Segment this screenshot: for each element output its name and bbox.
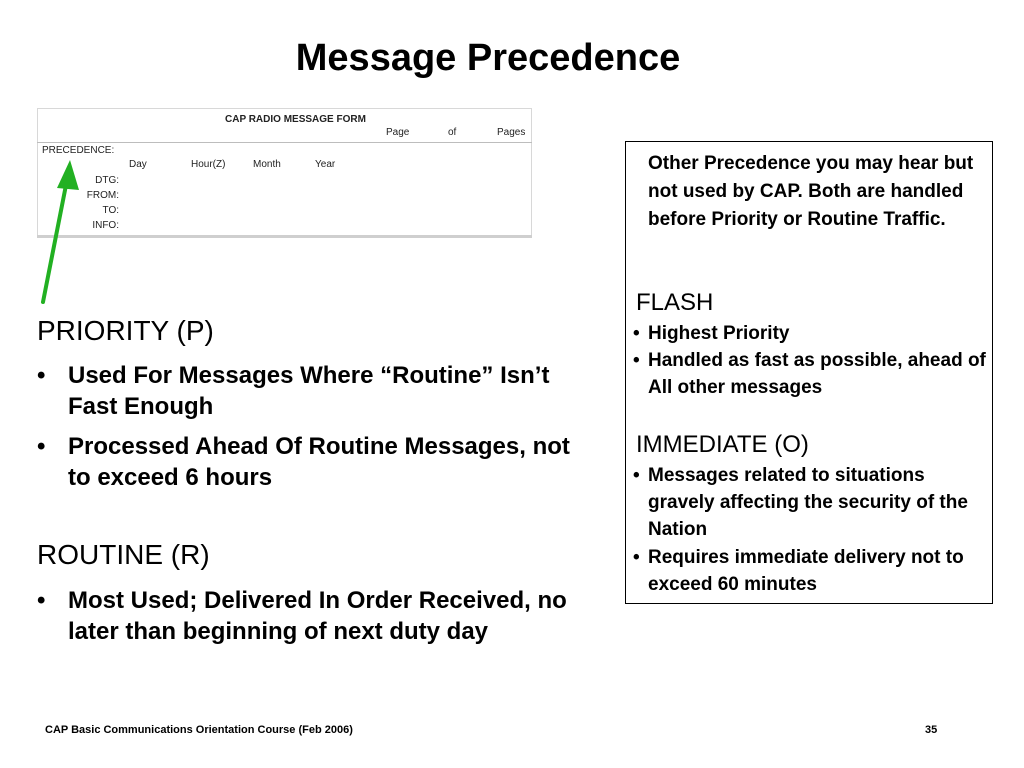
routine-bullet-text: Most Used; Delivered In Order Received, no later than beginning of next duty day — [68, 587, 567, 645]
slide-title: Message Precedence — [295, 37, 681, 79]
form-dtg-label: DTG: — [95, 175, 119, 186]
flash-bullet — [633, 347, 988, 401]
flash-bullet — [633, 320, 988, 347]
routine-heading: ROUTINE (R) — [37, 539, 210, 570]
priority-bullet — [37, 360, 582, 422]
form-pages-label: Pages — [497, 127, 526, 138]
form-info-label: INFO: — [92, 220, 119, 231]
form-of-label: of — [448, 127, 457, 138]
bullet-icon: • — [633, 465, 640, 486]
priority-heading: PRIORITY (P) — [37, 315, 214, 346]
form-bottom-edge — [37, 235, 532, 238]
flash-bullet-text: Handled as fast as possible, ahead of All other messages — [648, 350, 986, 398]
footer-course-name: CAP Basic Communications Orientation Course (Feb 2006) — [45, 724, 353, 736]
form-title: CAP RADIO MESSAGE FORM — [225, 114, 366, 125]
form-right-edge — [531, 108, 532, 238]
immediate-bullet — [633, 462, 988, 543]
form-month-label: Month — [253, 159, 281, 170]
form-page-label: Page — [386, 127, 410, 138]
green-arrow-icon — [30, 158, 90, 306]
immediate-bullet — [633, 544, 988, 598]
bullet-icon: • — [633, 350, 640, 371]
footer-page-number: 35 — [925, 724, 938, 736]
form-top-edge — [37, 108, 532, 109]
form-day-label: Day — [129, 159, 147, 170]
form-divider — [37, 142, 532, 143]
bullet-icon: • — [37, 433, 46, 460]
flash-bullet-text: Highest Priority — [648, 323, 790, 344]
form-to-label: TO: — [102, 205, 119, 216]
form-year-label: Year — [315, 159, 336, 170]
radio-message-form-image — [37, 108, 532, 238]
priority-bullet-text: Used For Messages Where “Routine” Isn’t Fast Enough — [68, 362, 550, 420]
bullet-icon: • — [633, 547, 640, 568]
immediate-bullet-text: Requires immediate delivery not to exceed 60 minutes — [648, 547, 964, 595]
bullet-icon: • — [37, 587, 46, 614]
priority-bullet — [37, 431, 582, 493]
immediate-heading: IMMEDIATE (O) — [636, 431, 809, 458]
routine-bullet — [37, 585, 582, 647]
flash-heading: FLASH — [636, 289, 714, 316]
bullet-icon: • — [37, 362, 46, 389]
immediate-bullet-text: Messages related to situations gravely affecting the security of the Nation — [648, 465, 968, 540]
priority-bullet-text: Processed Ahead Of Routine Messages, not to exceed 6 hours — [68, 433, 570, 491]
other-precedence-intro: Other Precedence you may hear but not used by CAP. Both are handled before Priority or Routine Traffic. — [648, 153, 974, 230]
other-precedence-box — [625, 141, 993, 604]
form-precedence-label: PRECEDENCE: — [42, 145, 115, 156]
bullet-icon: • — [633, 323, 640, 344]
form-hour-label: Hour(Z) — [191, 159, 226, 170]
form-from-label: FROM: — [86, 190, 119, 201]
